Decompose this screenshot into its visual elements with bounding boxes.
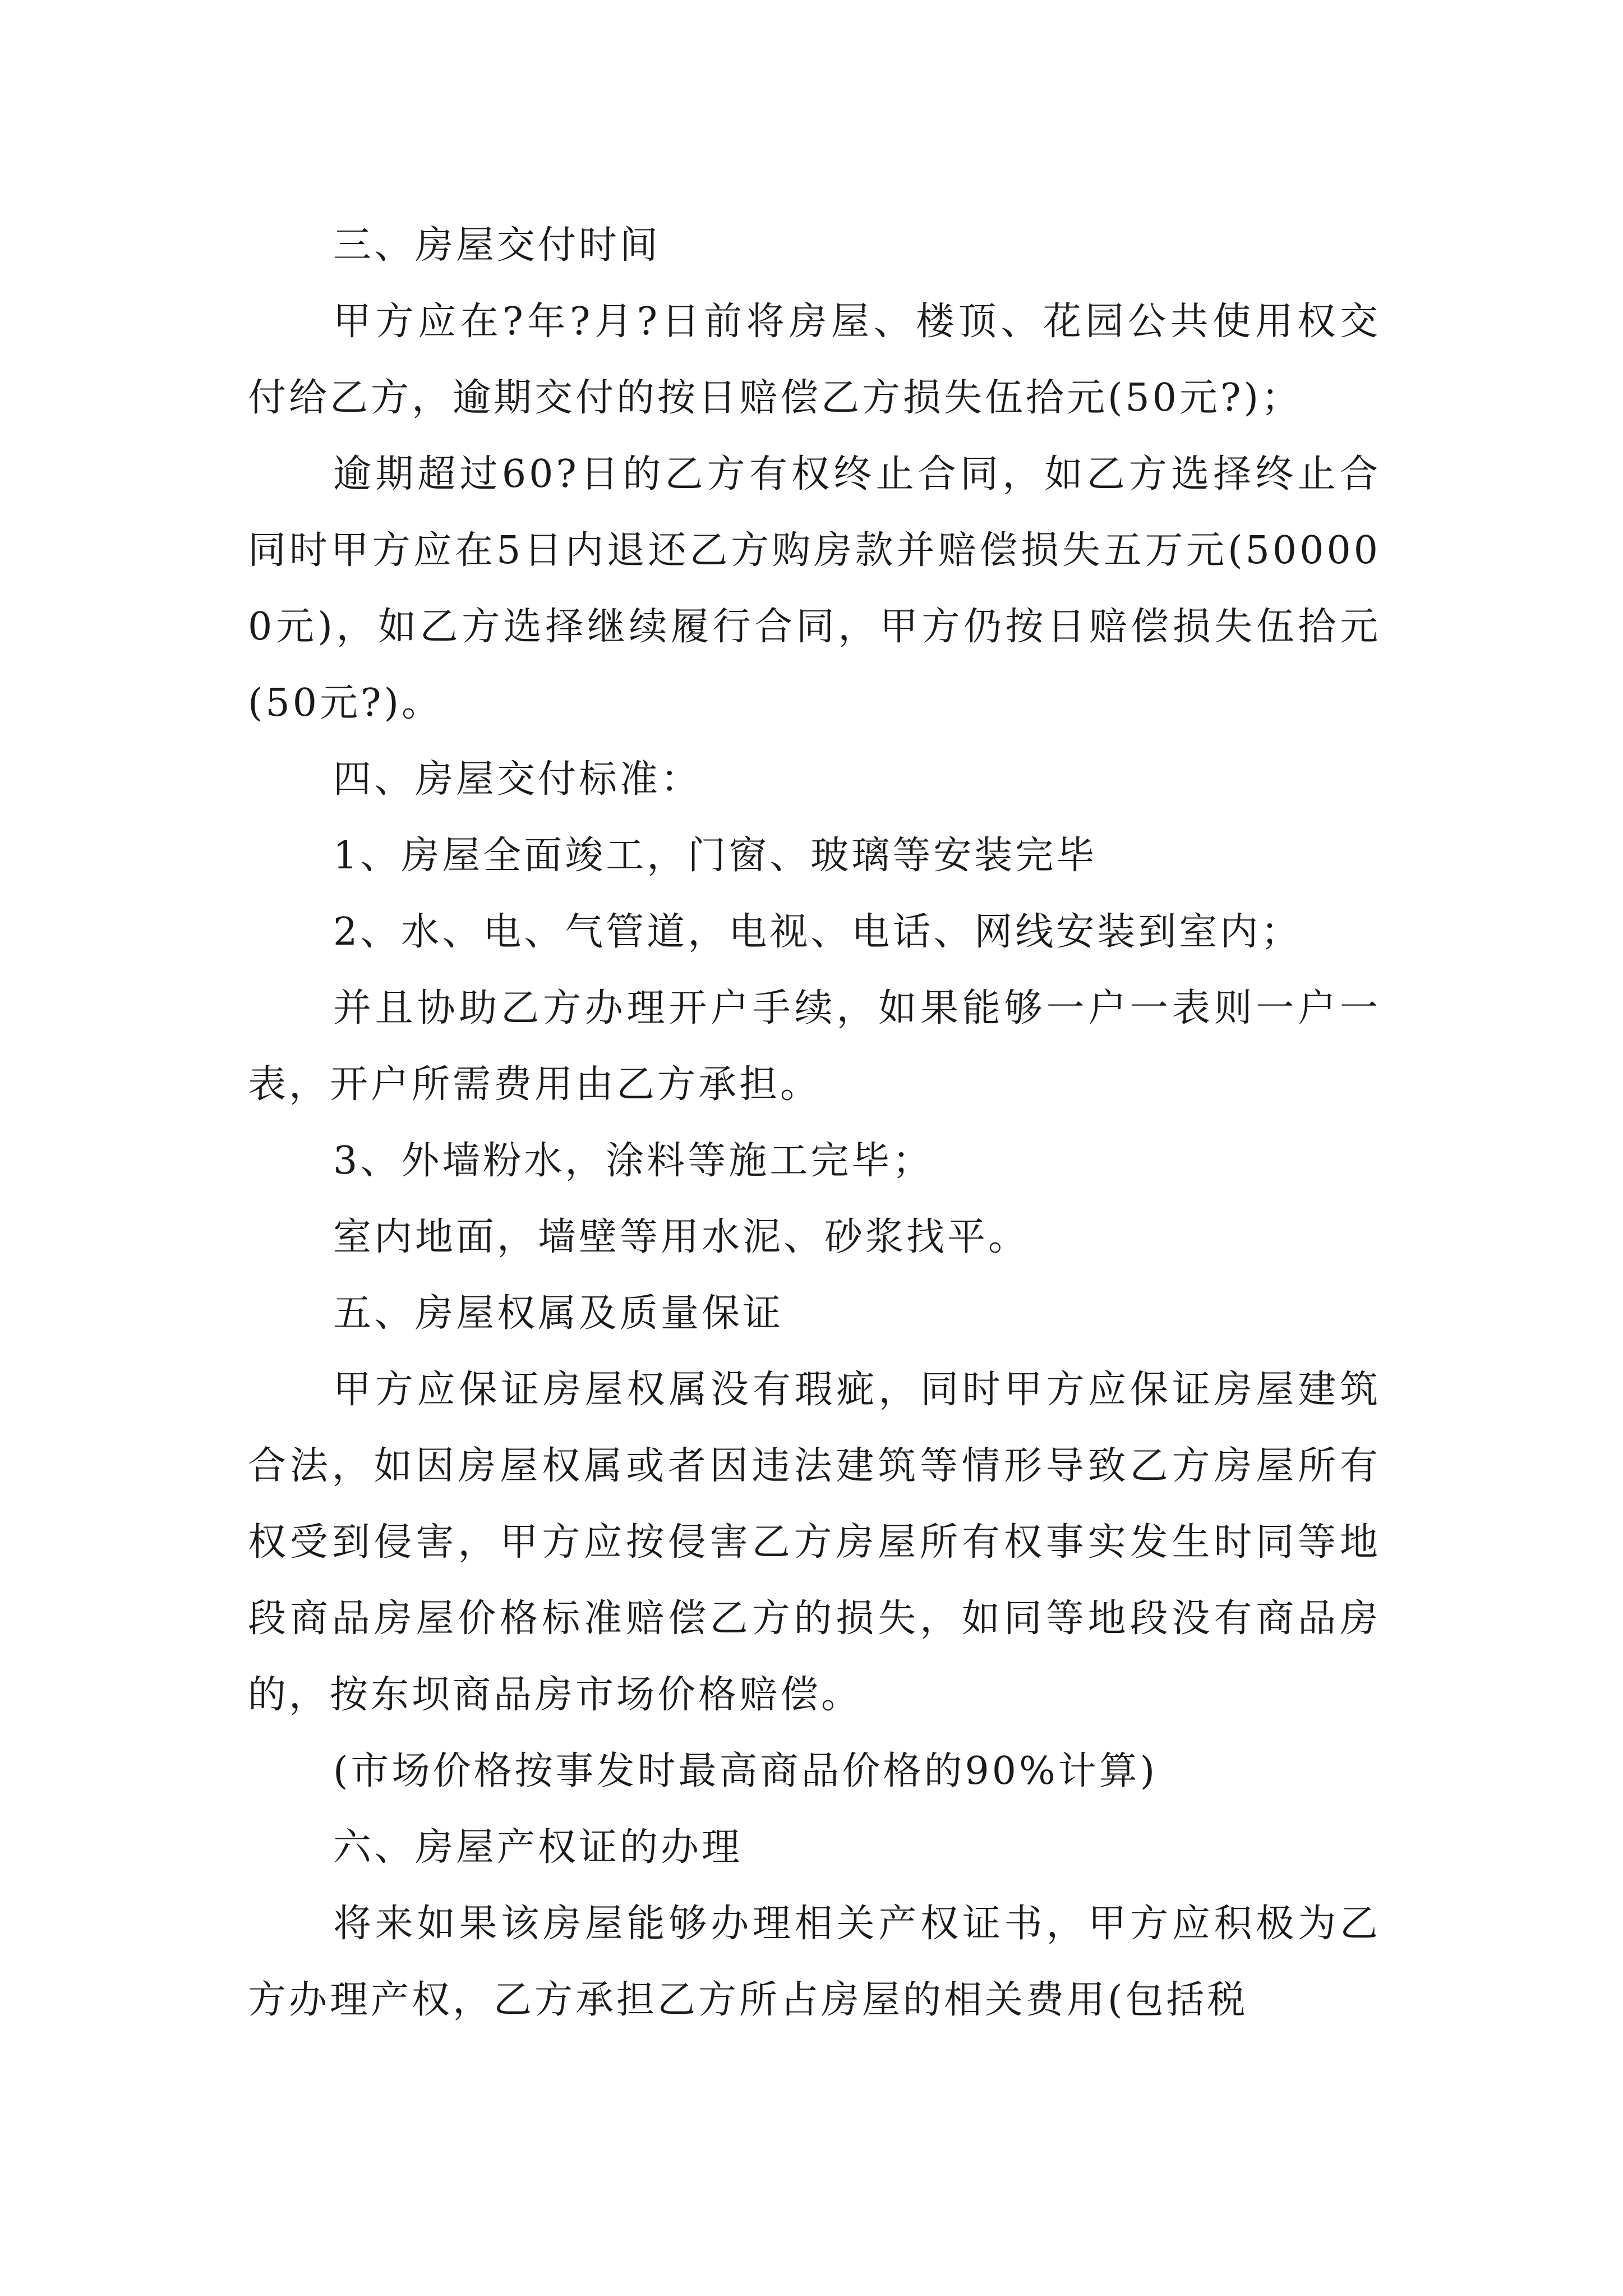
list-item-exterior-wall: 3、外墙粉水，涂料等施工完毕； [333,1139,934,1183]
section-heading-delivery-time: 三、房屋交付时间 [333,223,661,268]
paragraph-overdue-termination: 逾期超过60?日的乙方有权终止合同，如乙方选择终止合同时甲方应在5日内退还乙方购房款并赔偿损失五万元(500000元)，如乙方选择继续履行合同，甲方仍按日赔偿损失伍拾元(50元?)。 [248,452,1381,725]
list-item-utilities: 2、水、电、气管道，电视、电话、网线安装到室内； [333,910,1302,954]
paragraph-ownership-guarantee: 甲方应保证房屋权属没有瑕疵，同时甲方应保证房屋建筑合法，如因房屋权属或者因违法建筑等情形导致乙方房屋所有权受到侵害，甲方应按侵害乙方房屋所有权事实发生时同等地段商品房屋价格标准赔偿乙方的损失，如同等地段没有商品房的，按东坝商品房市场价格赔偿。 [248,1368,1381,1717]
paragraph-market-price-note: (市场价格按事发时最高商品价格的90%计算) [333,1749,1158,1793]
paragraph-interior-leveling: 室内地面，墙壁等用水泥、砂浆找平。 [333,1215,1030,1259]
section-heading-delivery-standard: 四、房屋交付标准： [333,757,702,802]
paragraph-delivery-deadline: 甲方应在?年?月?日前将房屋、楼顶、花园公共使用权交付给乙方，逾期交付的按日赔偿乙方损失伍拾元(50元?)； [248,300,1381,420]
document-body [248,208,1381,2039]
list-item-completion: 1、房屋全面竣工，门窗、玻璃等安装完毕 [333,834,1098,878]
paragraph-certificate-processing: 将来如果该房屋能够办理相关产权证书，甲方应积极为乙方办理产权，乙方承担乙方所占房屋的相关费用(包括税 [248,1902,1381,2022]
paragraph-account-opening: 并且协助乙方办理开户手续，如果能够一户一表则一户一表，开户所需费用由乙方承担。 [248,986,1381,1107]
section-heading-title-certificate: 六、房屋产权证的办理 [333,1825,743,1870]
section-heading-ownership-quality: 五、房屋权属及质量保证 [333,1291,784,1336]
